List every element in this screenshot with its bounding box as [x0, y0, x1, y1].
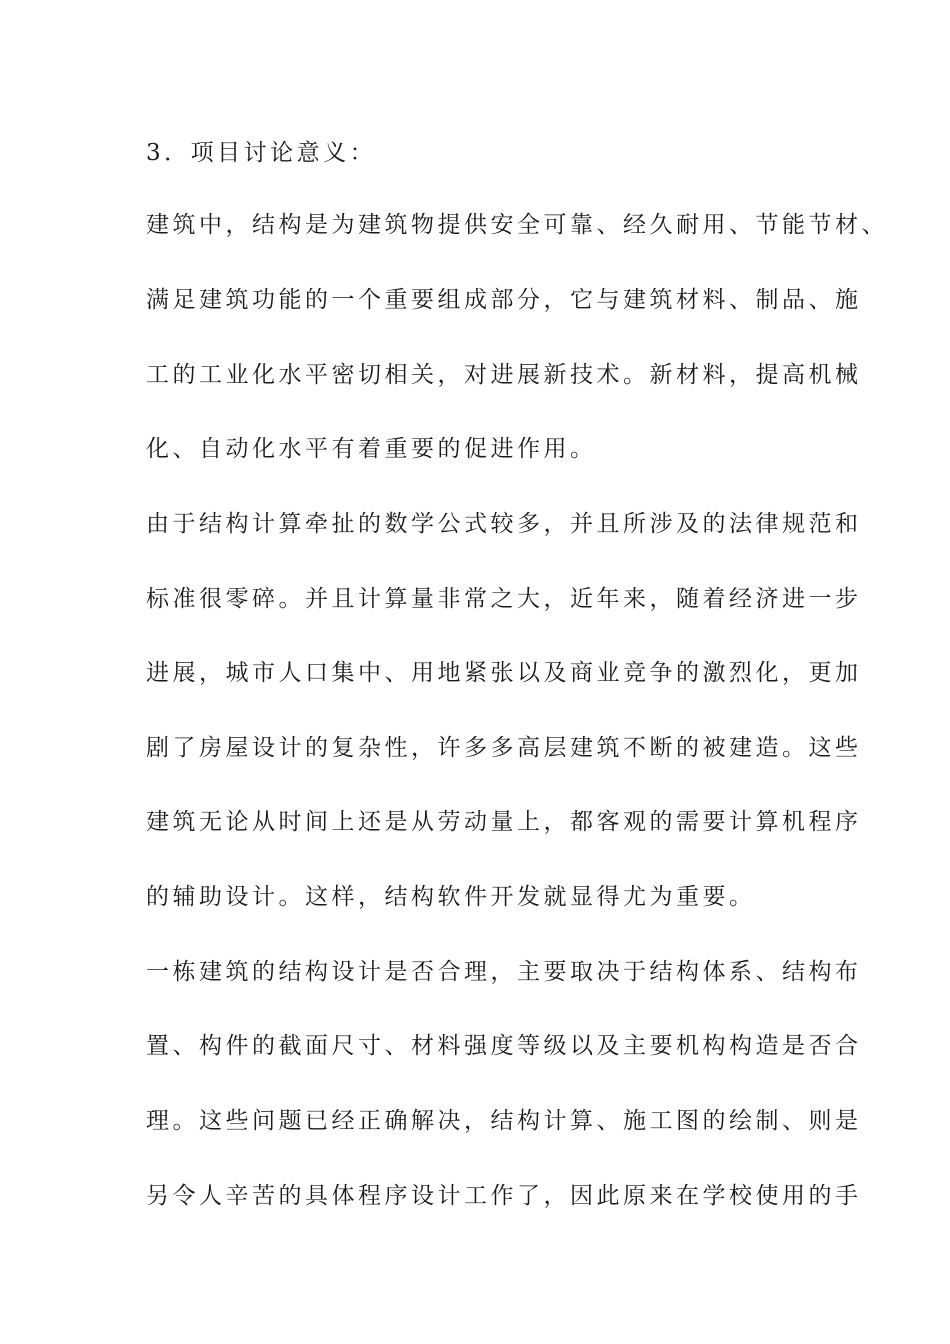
paragraph-line: 工的工业化水平密切相关，对进展新技术。新材料，提高机械 [146, 362, 862, 388]
paragraph-line: 标准很零碎。并且计算量非常之大，近年来，随着经济进一步 [146, 586, 862, 612]
paragraph-line: 理。这些问题已经正确解决，结构计算、施工图的绘制、则是 [146, 1108, 862, 1134]
paragraph-line: 建筑中，结构是为建筑物提供安全可靠、经久耐用、节能节材、 [146, 212, 888, 238]
paragraph-line: 建筑无论从时间上还是从劳动量上，都客观的需要计算机程序 [146, 809, 862, 835]
paragraph-line: 另令人辛苦的具体程序设计工作了，因此原来在学校使用的手 [146, 1183, 862, 1209]
paragraph-line: 满足建筑功能的一个重要组成部分，它与建筑材料、制品、施 [146, 287, 862, 313]
paragraph-line: 一栋建筑的结构设计是否合理，主要取决于结构体系、结构布 [146, 959, 862, 985]
paragraph-line: 化、自动化水平有着重要的促进作用。 [146, 436, 597, 462]
paragraph-line: 剧了房屋设计的复杂性，许多多高层建筑不断的被建造。这些 [146, 735, 862, 761]
paragraph-line: 进展，城市人口集中、用地紧张以及商业竞争的激烈化，更加 [146, 660, 862, 686]
section-heading: 3．项目讨论意义： [146, 140, 377, 166]
paragraph-line: 置、构件的截面尺寸、材料强度等级以及主要机构构造是否合 [146, 1033, 862, 1059]
paragraph-line: 由于结构计算牵扯的数学公式较多，并且所涉及的法律规范和 [146, 511, 862, 537]
paragraph-line: 的辅助设计。这样，结构软件开发就显得尤为重要。 [146, 884, 756, 910]
